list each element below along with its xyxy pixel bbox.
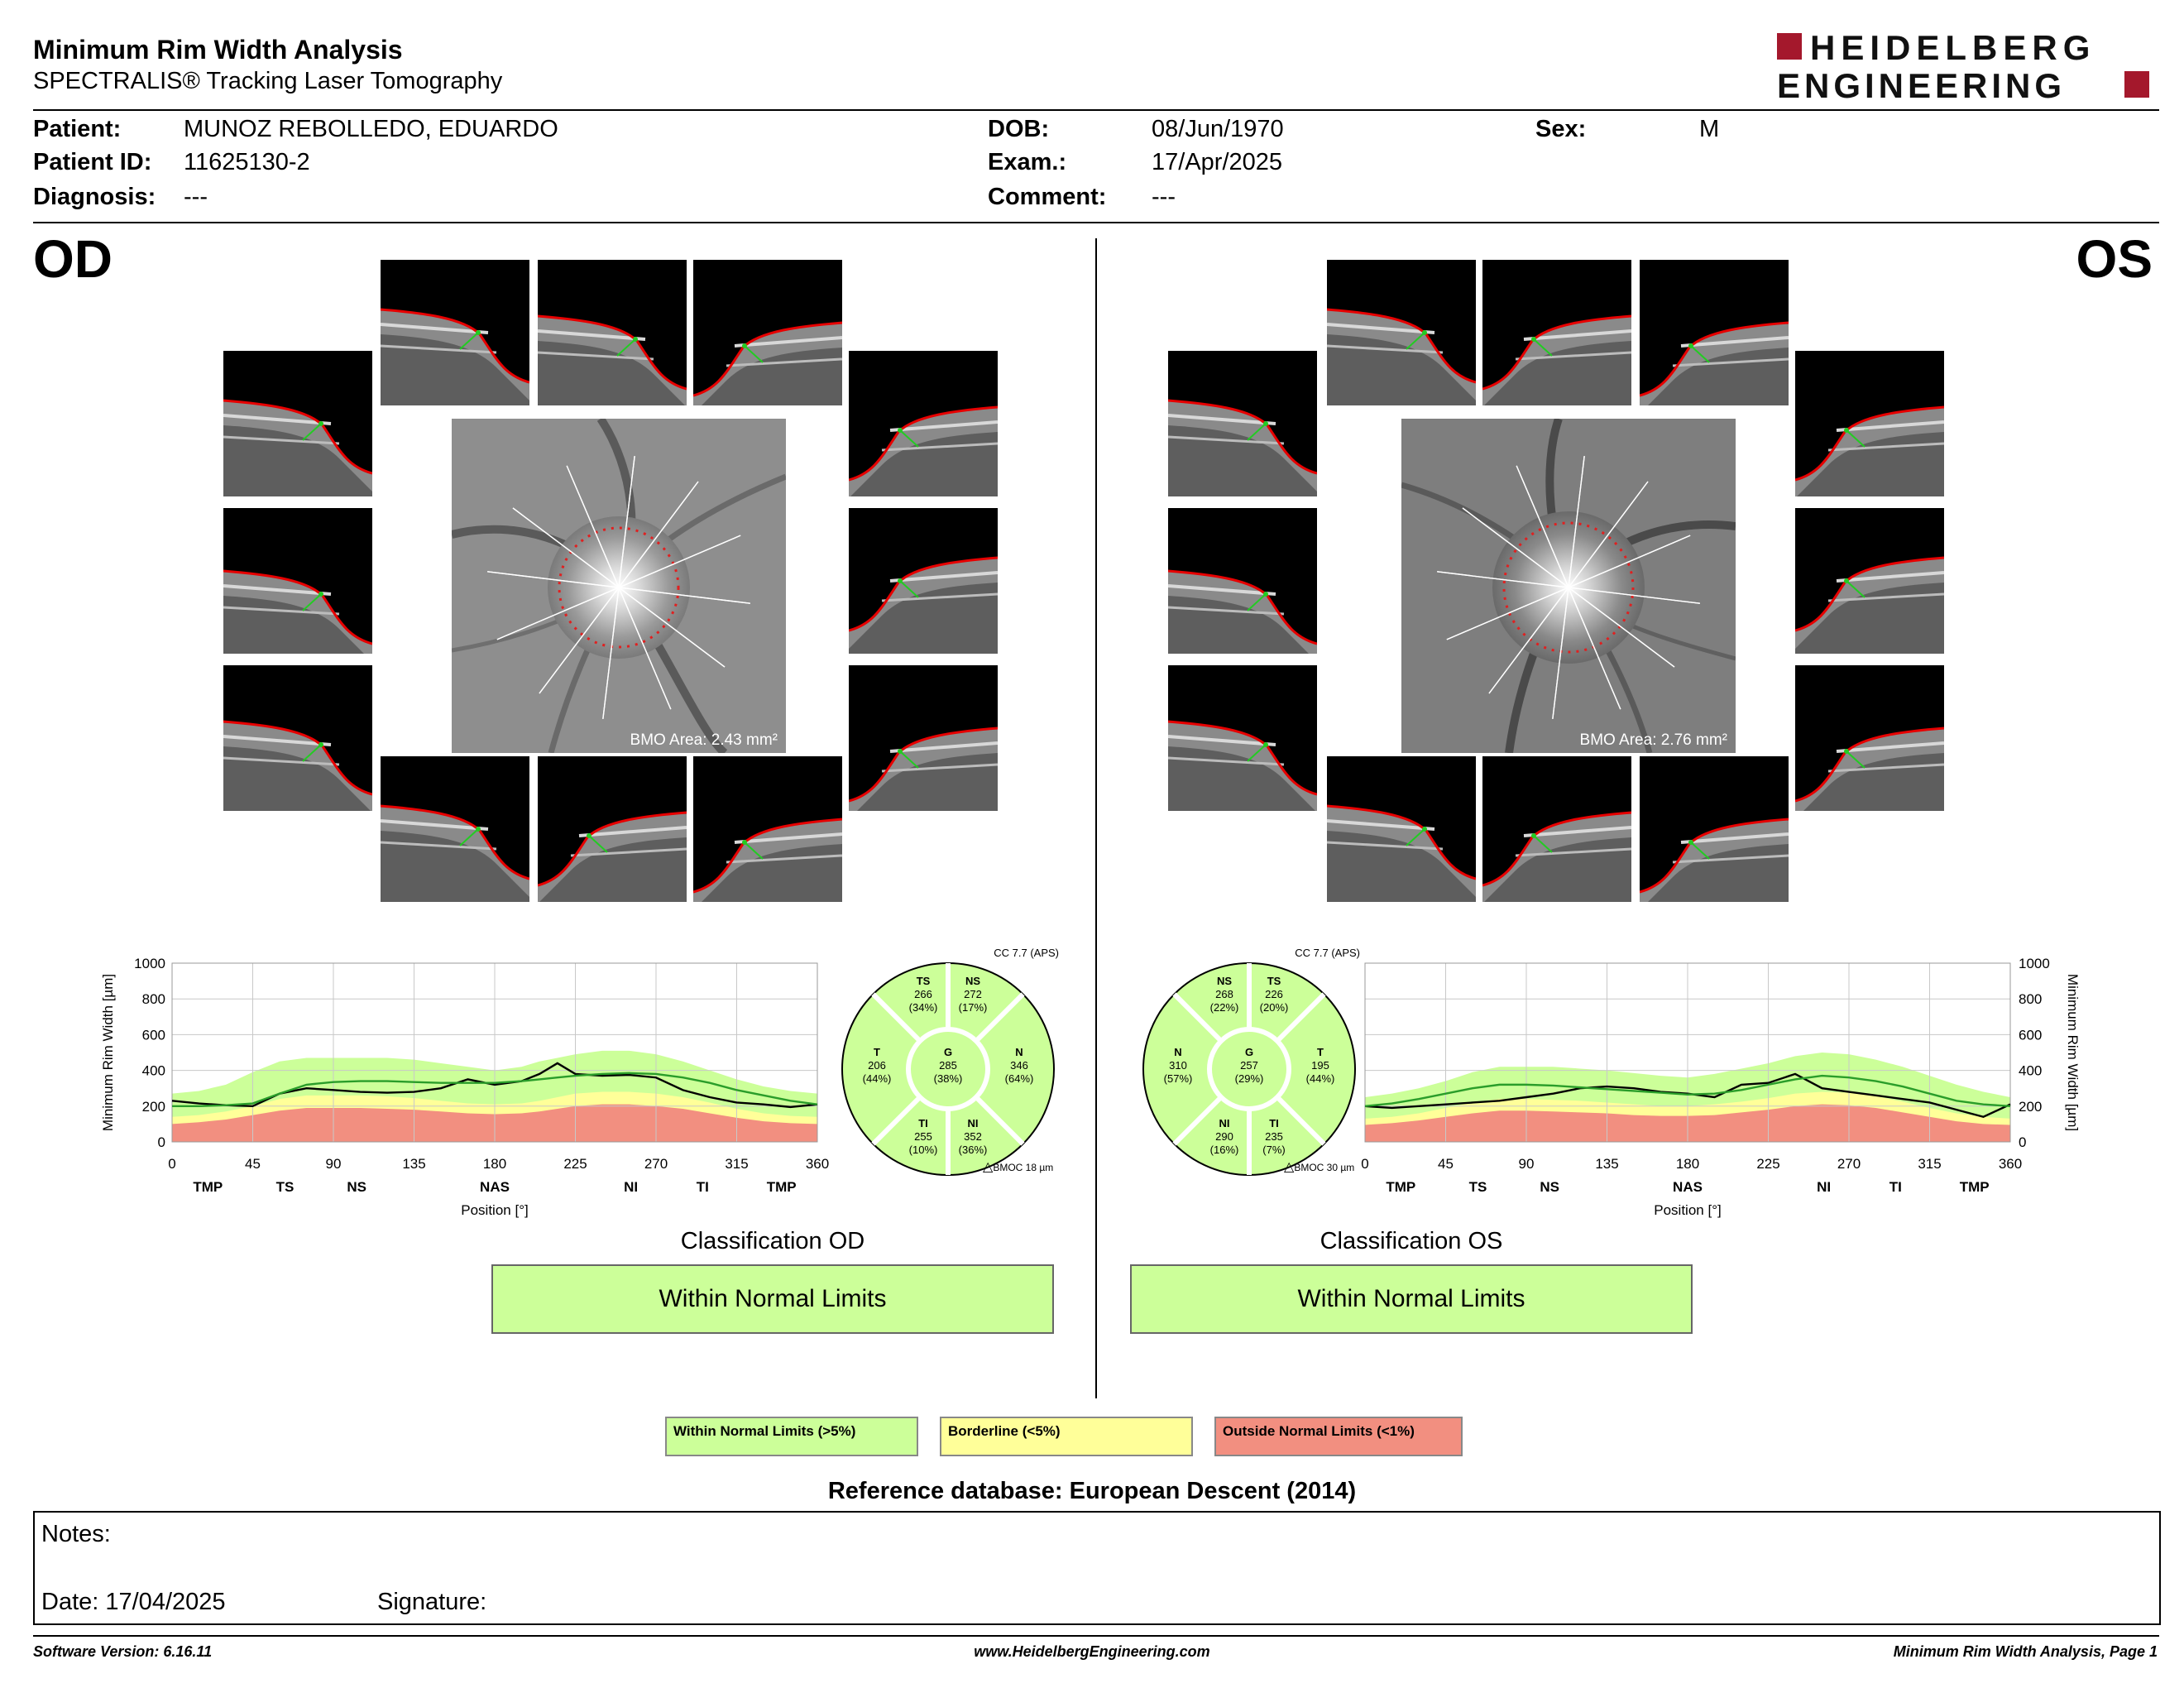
x-tick-label: 45 — [1438, 1156, 1454, 1172]
x-tick-label: 315 — [725, 1156, 749, 1172]
sector-name: N — [1015, 1046, 1023, 1058]
os-bscan-10 — [1327, 756, 1476, 902]
sex-label: Sex: — [1535, 116, 1587, 142]
sector-value: 235 — [1265, 1130, 1283, 1143]
signature-label: Signature: — [377, 1589, 487, 1615]
od-bmo-area: BMO Area: 2.43 mm² — [630, 731, 778, 749]
y-tick-label: 0 — [157, 1134, 165, 1150]
sector-value: 206 — [868, 1059, 886, 1072]
x-tick-label: 360 — [805, 1156, 830, 1172]
x-tick-label: 45 — [245, 1156, 261, 1172]
od-bscan-9 — [849, 665, 998, 811]
sector-percent: (16%) — [1209, 1144, 1239, 1156]
y-tick-label: 600 — [2019, 1027, 2043, 1043]
diagnosis-label: Diagnosis: — [33, 184, 156, 210]
x-tick-label: 90 — [1518, 1156, 1535, 1172]
sector-percent: (10%) — [908, 1144, 938, 1156]
os-bscan-7 — [1795, 508, 1944, 654]
sector-label: NS — [1540, 1179, 1559, 1195]
y-tick-label: 400 — [2019, 1062, 2043, 1079]
exam-value: 17/Apr/2025 — [1152, 149, 1283, 175]
patient-divider — [33, 222, 2159, 223]
x-tick-label: 90 — [325, 1156, 342, 1172]
os-classification-title: Classification OS — [1320, 1228, 1503, 1254]
sector-percent: (22%) — [1209, 1001, 1239, 1014]
y-tick-label: 0 — [2019, 1134, 2027, 1150]
od-bscan-12 — [693, 756, 842, 902]
x-tick-label: 135 — [402, 1156, 426, 1172]
website-link[interactable]: www.HeidelbergEngineering.com — [974, 1643, 1210, 1660]
y-tick-label: 400 — [141, 1062, 165, 1079]
dob-label: DOB: — [988, 116, 1050, 142]
logo-red-square-top — [1777, 33, 1802, 60]
sector-name: TI — [918, 1117, 928, 1129]
sector-name: T — [874, 1046, 880, 1058]
od-bscan-2 — [538, 260, 687, 405]
sex-value: M — [1699, 116, 1720, 142]
x-tick-label: 135 — [1595, 1156, 1619, 1172]
x-axis-label: Position [°] — [1654, 1202, 1722, 1218]
os-bscan-11 — [1482, 756, 1631, 902]
sector-percent: (17%) — [958, 1001, 988, 1014]
od-classification-box: Within Normal Limits — [491, 1264, 1054, 1334]
y-tick-label: 800 — [141, 991, 165, 1008]
comment-label: Comment: — [988, 184, 1107, 210]
reference-database: Reference database: European Descent (2014) — [827, 1478, 1357, 1504]
x-tick-label: 315 — [1918, 1156, 1942, 1172]
sector-value: 352 — [964, 1130, 982, 1143]
os-classification-box: Within Normal Limits — [1130, 1264, 1693, 1334]
sector-value: 257 — [1240, 1059, 1258, 1072]
od-bscan-1 — [381, 260, 529, 405]
sector-label: TS — [275, 1179, 295, 1195]
x-tick-label: 270 — [1837, 1156, 1861, 1172]
os-bscan-5 — [1795, 351, 1944, 496]
notes-label: Notes: — [41, 1521, 111, 1547]
sector-label: NI — [624, 1179, 639, 1195]
sector-value: 268 — [1215, 988, 1233, 1000]
patient-id-label: Patient ID: — [33, 149, 152, 175]
os-sector-diagram — [1138, 947, 1370, 1178]
y-tick-label: 1000 — [2019, 956, 2050, 971]
exam-label: Exam.: — [988, 149, 1067, 175]
date-label: Date: 17/04/2025 — [41, 1589, 226, 1615]
sector-name: TS — [1267, 975, 1281, 987]
delta-icon: △ — [1284, 1160, 1295, 1174]
y-axis-label: Minimum Rim Width [µm] — [100, 973, 116, 1132]
patient-value: MUNOZ REBOLLEDO, EDUARDO — [184, 116, 558, 142]
patient-label: Patient: — [33, 116, 122, 142]
sector-percent: (64%) — [1004, 1072, 1034, 1085]
sector-name: N — [1174, 1046, 1182, 1058]
od-bscan-11 — [538, 756, 687, 902]
od-bscan-4 — [223, 351, 372, 496]
dob-value: 08/Jun/1970 — [1152, 116, 1284, 142]
od-sector-diagram — [837, 947, 1069, 1178]
os-bscan-4 — [1168, 351, 1317, 496]
x-tick-label: 0 — [168, 1156, 176, 1172]
sector-value: 255 — [914, 1130, 932, 1143]
sector-label: TMP — [766, 1179, 797, 1195]
diagnosis-value: --- — [184, 184, 208, 210]
delta-icon: △ — [983, 1160, 994, 1174]
sector-label: TMP — [1959, 1179, 1990, 1195]
sector-label: TI — [1889, 1179, 1902, 1195]
sector-value: 195 — [1311, 1059, 1329, 1072]
sector-value: 310 — [1169, 1059, 1187, 1072]
comment-value: --- — [1152, 184, 1176, 210]
y-tick-label: 600 — [141, 1027, 165, 1043]
sector-name: T — [1317, 1046, 1324, 1058]
os-mrw-chart — [1357, 943, 2101, 1225]
os-cc-label: CC 7.7 (APS) — [1295, 947, 1360, 959]
os-bscan-6 — [1168, 508, 1317, 654]
od-bscan-3 — [693, 260, 842, 405]
report-subtitle: SPECTRALIS® Tracking Laser Tomography — [33, 68, 503, 94]
page-label: Minimum Rim Width Analysis, Page 1 — [1893, 1643, 2158, 1660]
os-bmo-area: BMO Area: 2.76 mm² — [1579, 731, 1727, 749]
legend-outside: Outside Normal Limits (<1%) — [1214, 1417, 1463, 1456]
logo-text-1: HEIDELBERG — [1810, 30, 2096, 67]
x-tick-label: 180 — [1675, 1156, 1700, 1172]
logo-red-square-bottom — [2124, 71, 2149, 98]
y-tick-label: 200 — [2019, 1098, 2043, 1115]
sector-value: 272 — [964, 988, 982, 1000]
sector-label: TMP — [1386, 1179, 1416, 1195]
os-bscan-8 — [1168, 665, 1317, 811]
sector-value: 290 — [1215, 1130, 1233, 1143]
sector-value: 266 — [914, 988, 932, 1000]
sector-name: G — [943, 1046, 953, 1058]
sector-label: NAS — [1673, 1179, 1703, 1195]
sector-percent: (38%) — [933, 1072, 963, 1085]
sector-percent: (44%) — [1305, 1072, 1335, 1085]
sector-percent: (44%) — [862, 1072, 892, 1085]
os-bscan-9 — [1795, 665, 1944, 811]
sector-name: NI — [967, 1117, 979, 1129]
x-tick-label: 360 — [1998, 1156, 2023, 1172]
sector-label: TMP — [193, 1179, 223, 1195]
od-bscan-10 — [381, 756, 529, 902]
sector-name: NI — [1219, 1117, 1230, 1129]
heidelberg-logo — [1777, 30, 2158, 104]
x-tick-label: 180 — [482, 1156, 507, 1172]
sector-label: NS — [347, 1179, 366, 1195]
od-cc-label: CC 7.7 (APS) — [994, 947, 1059, 959]
sector-percent: (57%) — [1163, 1072, 1193, 1085]
sector-value: 285 — [939, 1059, 957, 1072]
os-label: OS — [2076, 229, 2153, 289]
patient-id-value: 11625130-2 — [184, 149, 310, 175]
od-fundus-image — [452, 419, 786, 753]
os-bscan-2 — [1482, 260, 1631, 405]
report-title: Minimum Rim Width Analysis — [33, 35, 403, 65]
y-tick-label: 200 — [141, 1098, 165, 1115]
od-bscan-8 — [223, 665, 372, 811]
od-bmoc-label: △BMOC 18 µm — [983, 1160, 1054, 1174]
sector-value: 226 — [1265, 988, 1283, 1000]
sector-name: NS — [1216, 975, 1233, 987]
os-bscan-1 — [1327, 260, 1476, 405]
y-tick-label: 1000 — [134, 956, 165, 971]
sector-label: TS — [1468, 1179, 1487, 1195]
x-axis-label: Position [°] — [461, 1202, 529, 1218]
sector-percent: (34%) — [908, 1001, 938, 1014]
sector-name: TS — [916, 975, 931, 987]
y-axis-label: Minimum Rim Width [µm] — [2065, 973, 2081, 1132]
os-bscan-3 — [1640, 260, 1789, 405]
x-tick-label: 270 — [644, 1156, 668, 1172]
sector-label: NI — [1817, 1179, 1832, 1195]
software-version: Software Version: 6.16.11 — [33, 1643, 213, 1660]
notes-box[interactable] — [33, 1511, 2161, 1625]
logo-text-2: ENGINEERING — [1777, 66, 2067, 104]
x-tick-label: 225 — [563, 1156, 587, 1172]
center-divider — [1095, 238, 1097, 1398]
footer-divider — [33, 1635, 2159, 1637]
os-fundus-image — [1401, 419, 1736, 753]
od-label: OD — [33, 229, 113, 289]
sector-percent: (36%) — [958, 1144, 988, 1156]
x-tick-label: 225 — [1756, 1156, 1780, 1172]
sector-name: G — [1244, 1046, 1254, 1058]
legend-normal: Within Normal Limits (>5%) — [665, 1417, 918, 1456]
header-divider — [33, 109, 2159, 111]
sector-percent: (29%) — [1234, 1072, 1264, 1085]
od-mrw-chart — [91, 943, 836, 1225]
od-bscan-5 — [849, 351, 998, 496]
os-bmoc-label: △BMOC 30 µm — [1284, 1160, 1355, 1174]
y-tick-label: 800 — [2019, 991, 2043, 1008]
sector-percent: (20%) — [1259, 1001, 1289, 1014]
os-bscan-12 — [1640, 756, 1789, 902]
sector-label: TI — [696, 1179, 709, 1195]
legend-borderline: Borderline (<5%) — [940, 1417, 1193, 1456]
sector-percent: (7%) — [1262, 1144, 1286, 1156]
od-classification-title: Classification OD — [680, 1228, 865, 1254]
od-bscan-6 — [223, 508, 372, 654]
sector-name: NS — [965, 975, 981, 987]
sector-label: NAS — [480, 1179, 510, 1195]
sector-value: 346 — [1010, 1059, 1028, 1072]
od-bscan-7 — [849, 508, 998, 654]
x-tick-label: 0 — [1361, 1156, 1369, 1172]
sector-name: TI — [1269, 1117, 1279, 1129]
